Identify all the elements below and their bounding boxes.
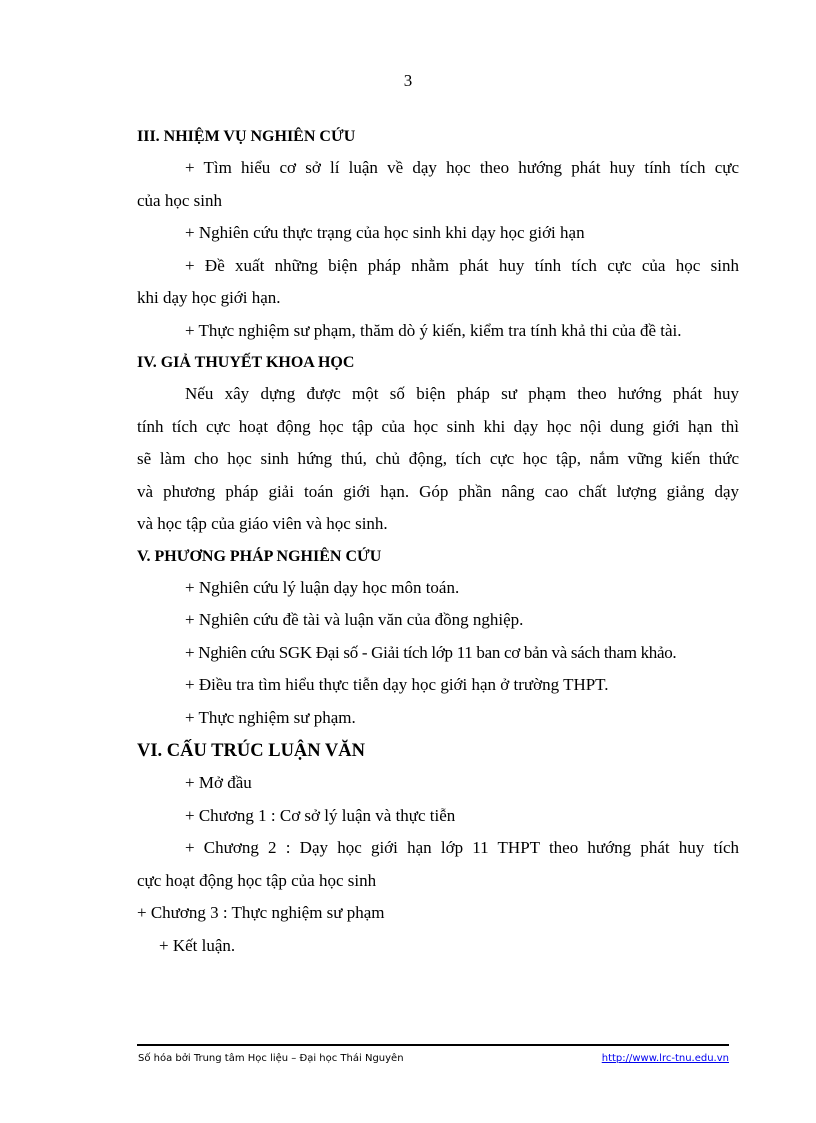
s6-item-1: + Mở đầu [185,773,252,792]
footer-divider [137,1044,729,1046]
footer-credit: Số hóa bởi Trung tâm Học liệu – Đại học Thái Nguyên [138,1053,404,1064]
s5-list-item: + Thực nghiệm sư phạm. [185,707,356,727]
s5-list-item: + Nghiên cứu đề tài và luận văn của đồng nghiệp. [185,610,524,629]
s6-item-2: + Chương 1 : Cơ sở lý luận và thực tiễn [185,805,456,825]
s3-item-4: + Thực nghiệm sư phạm, thăm dò ý kiến, kiểm tra tính khả thi của đề tài. [185,320,682,340]
s4-paragraph-line-2: tính tích cực hoạt động học tập của học sinh khi dạy học nội dung giới hạn thì [137,416,739,436]
section-4-heading: IV. GIẢ THUYẾT KHOA HỌC [137,354,355,371]
section-3-heading: III. NHIỆM VỤ NGHIÊN CỨU [137,128,356,145]
section-5-heading: V. PHƯƠNG PHÁP NGHIÊN CỨU [137,547,382,565]
s6-item-5: + Kết luận. [159,935,236,955]
s6-item-4: + Chương 3 : Thực nghiệm sư phạm [137,903,385,922]
footer-link[interactable]: http://www.lrc-tnu.edu.vn [601,1053,729,1064]
s5-list-item: + Nghiên cứu SGK Đại số - Giải tích lớp 11 ban cơ bản và sách tham khảo. [185,642,677,662]
s4-paragraph-line-3: sẽ làm cho học sinh hứng thú, chủ động, tích cực học tập, nắm vững kiến thức [137,449,739,468]
section-6-heading: VI. CẤU TRÚC LUẬN VĂN [137,741,366,761]
s3-item-1-line-2: của học sinh [137,190,222,210]
s4-paragraph-line-5: và học tập của giáo viên và học sinh. [137,514,388,533]
s4-paragraph-line-4: và phương pháp giải toán giới hạn. Góp phần nâng cao chất lượng giảng dạy [137,481,739,501]
s3-item-1-line-1: + Tìm hiểu cơ sở lí luận về dạy học theo hướng phát huy tính tích cực [185,158,739,177]
s3-item-3-line-2: khi dạy học giới hạn. [137,288,281,307]
s3-item-3-line-1: + Đề xuất những biện pháp nhằm phát huy tính tích cực của học sinh [185,255,739,275]
s5-list-item: + Nghiên cứu lý luận dạy học môn toán. [185,577,460,597]
s4-paragraph-line-1: Nếu xây dựng được một số biện pháp sư phạm theo hướng phát huy [185,384,739,403]
page-number: 3 [403,71,413,90]
s6-item-3-line-2: cực hoạt động học tập của học sinh [137,870,377,890]
s5-list-item: + Điều tra tìm hiểu thực tiễn dạy học giới hạn ở trường THPT. [185,675,609,694]
document-body [137,126,739,967]
s6-item-3-line-1: + Chương 2 : Dạy học giới hạn lớp 11 THPT theo hướng phát huy tích [185,838,739,857]
s3-item-2: + Nghiên cứu thực trạng của học sinh khi dạy học giới hạn [185,223,585,242]
